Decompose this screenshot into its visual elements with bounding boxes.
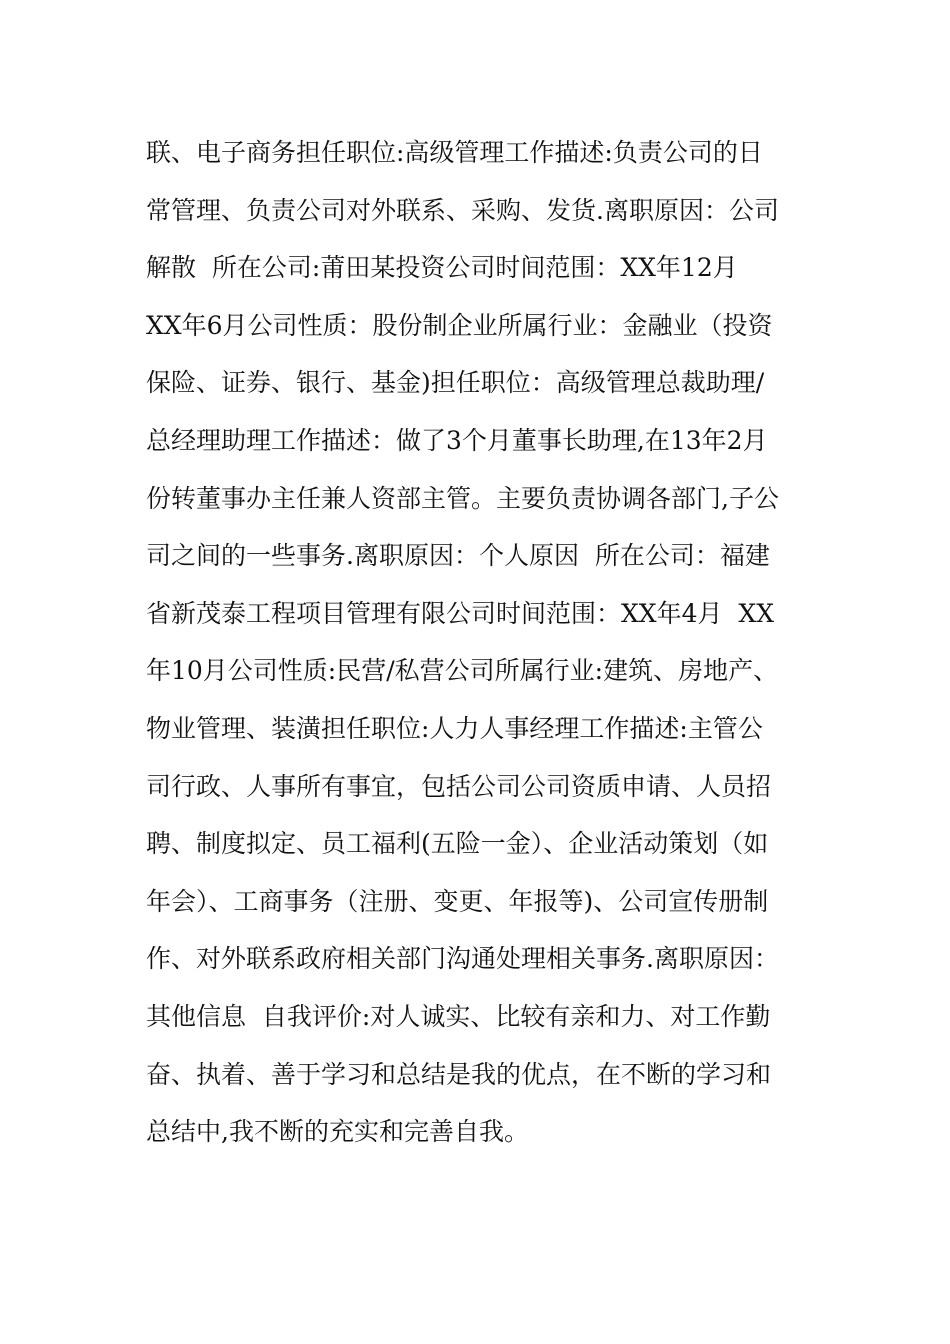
text-line: 年10月公司性质:民营/私营公司所属行业:建筑、房地产、 (146, 656, 779, 686)
body-text (146, 124, 816, 1161)
text-line: 保险、证券、银行、基金)担任职位：高级管理总裁助理/ (146, 368, 765, 398)
text-line: 省新茂泰工程项目管理有限公司时间范围：XX年4月 XX (146, 598, 774, 628)
text-line: 奋、执着、善于学习和总结是我的优点，在不断的学习和 (146, 1059, 772, 1089)
text-line: 总结中,我不断的充实和完善自我。 (146, 1117, 529, 1147)
text-line: 司行政、人事所有事宜，包括公司公司资质申请、人员招 (146, 771, 772, 801)
text-line: 聘、制度拟定、员工福利(五险一金）、企业活动策划（如 (146, 829, 769, 859)
text-line: 物业管理、装潢担任职位:人力人事经理工作描述:主管公 (146, 713, 763, 743)
text-line: 常管理、负责公司对外联系、采购、发货.离职原因：公司 (146, 195, 779, 225)
text-line: 其他信息 自我评价:对人诚实、比较有亲和力、对工作勤 (146, 1001, 771, 1031)
text-line: 份转董事办主任兼人资部主管。主要负责协调各部门,子公 (146, 483, 779, 513)
text-line: 解散 所在公司:莆田某投资公司时间范围：XX年12月 (146, 253, 738, 283)
text-line: 作、对外联系政府相关部门沟通处理相关事务.离职原因： (146, 944, 779, 974)
text-line: 联、电子商务担任职位:高级管理工作描述:负责公司的日 (146, 138, 763, 167)
text-line: XX年6月公司性质：股份制企业所属行业：金融业（投资 (146, 310, 773, 340)
text-line: 总经理助理工作描述：做了3个月董事长助理,在13年2月 (146, 425, 768, 455)
text-line: 年会）、工商事务（注册、变更、年报等)、公司宣传册制 (146, 886, 769, 916)
text-line: 司之间的一些事务.离职原因：个人原因 所在公司：福建 (146, 541, 770, 571)
